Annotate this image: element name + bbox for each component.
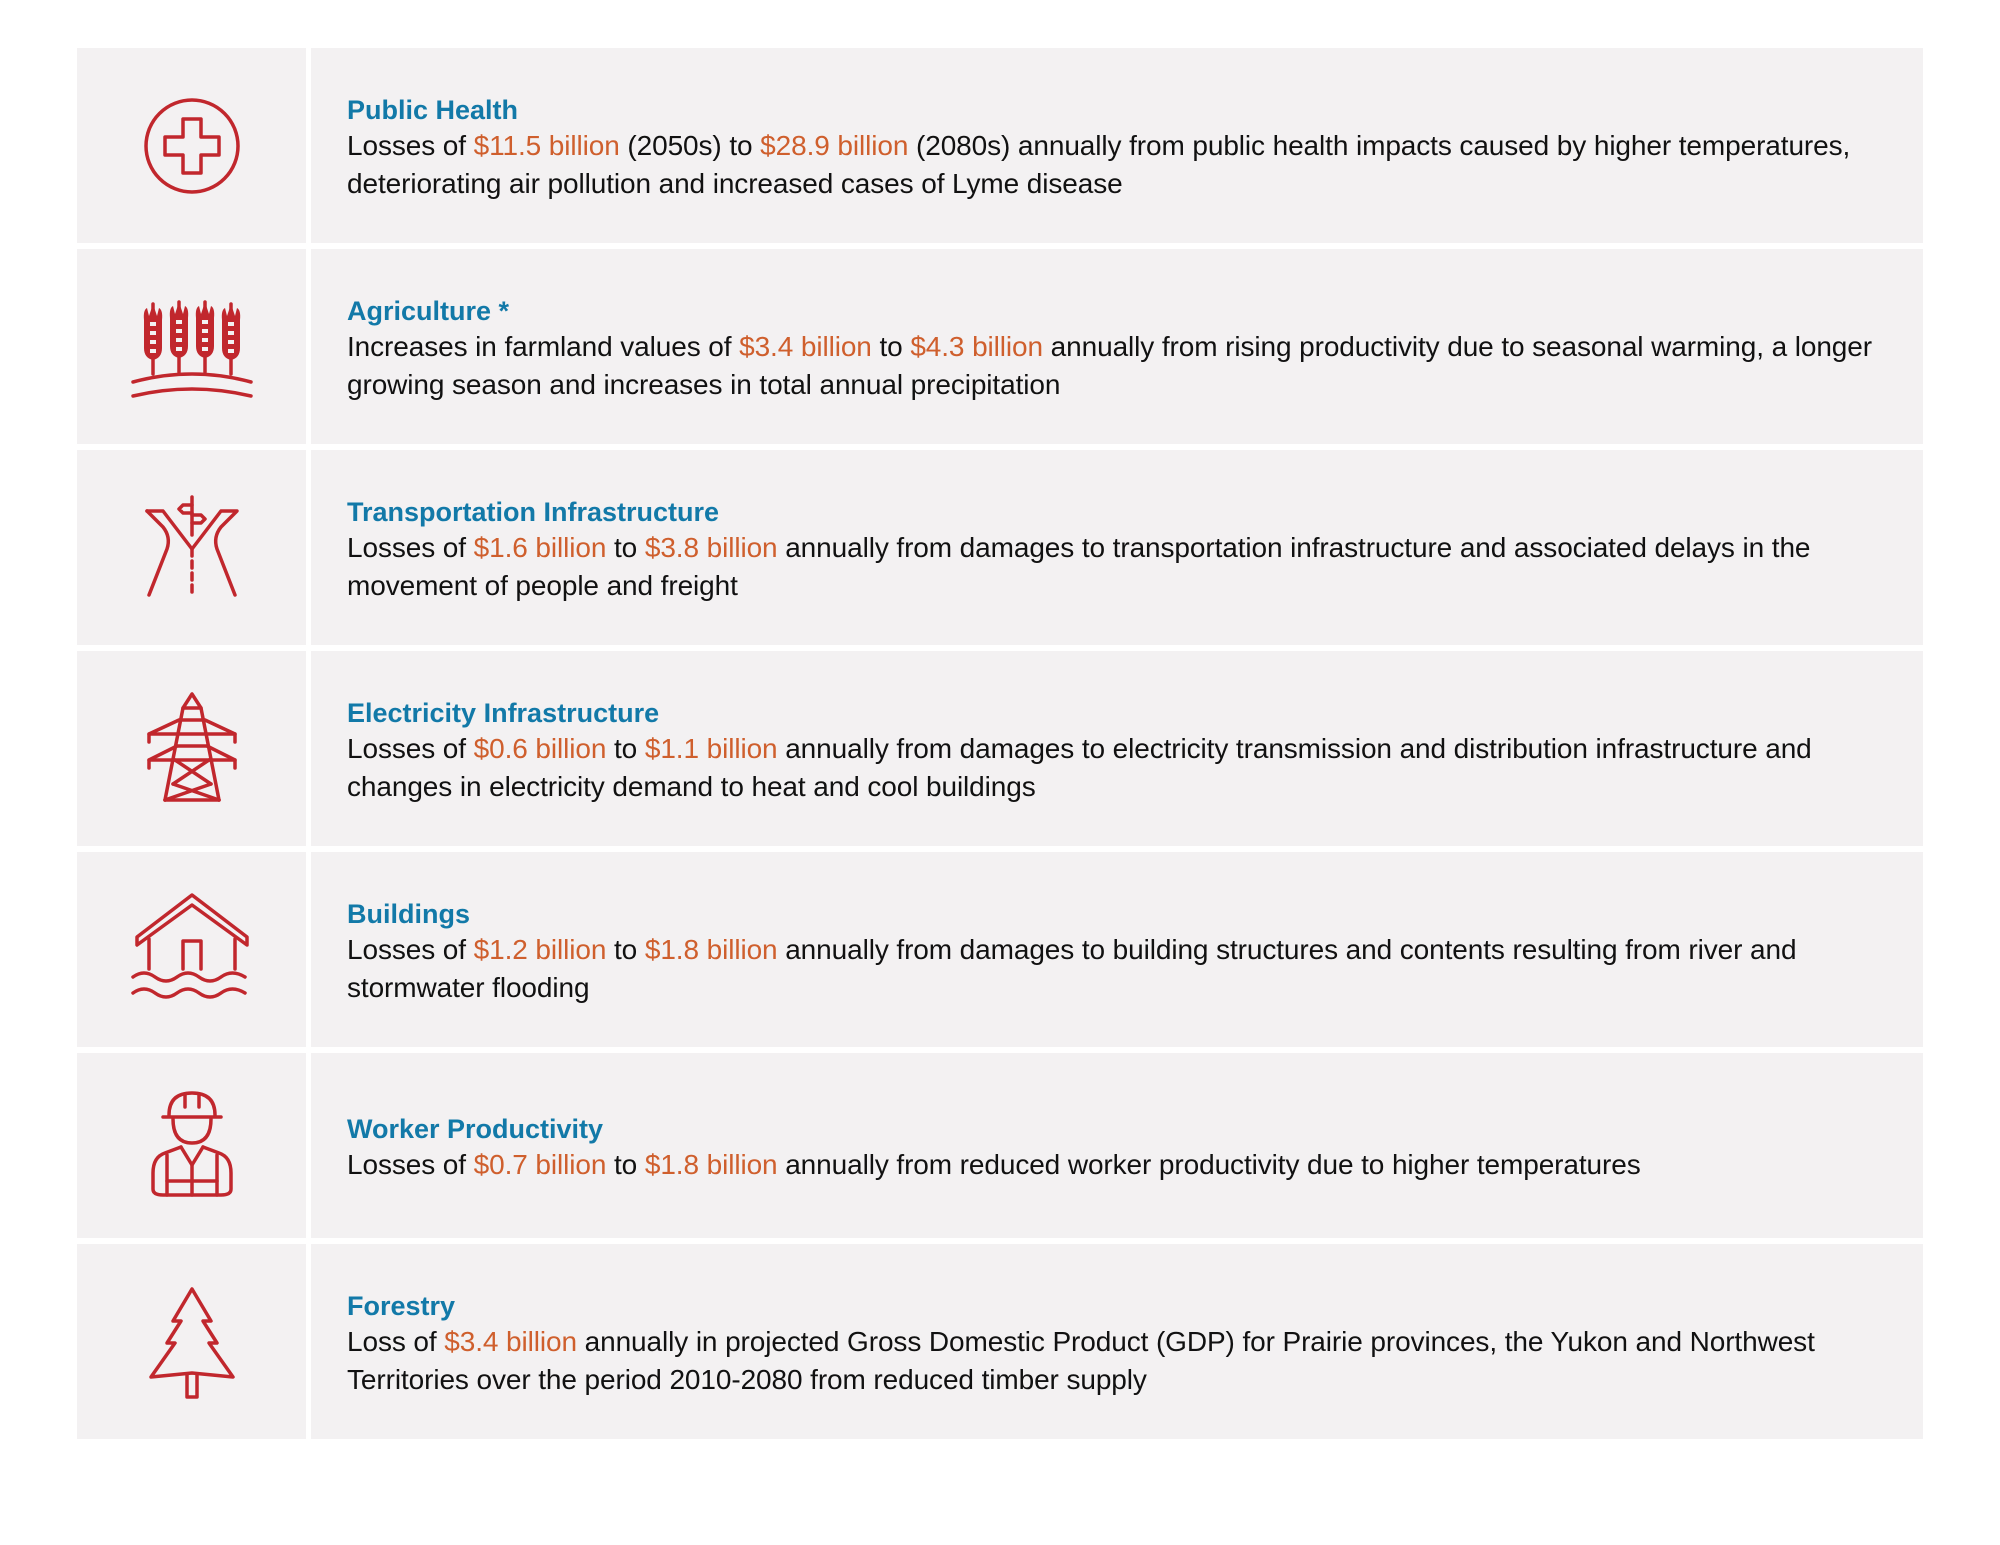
row-title: Worker Productivity	[347, 1113, 604, 1144]
text-run: Losses of	[347, 531, 474, 563]
construction-worker-icon	[127, 1081, 257, 1211]
row-description	[347, 529, 1893, 605]
highlight-value: $1.6 billion	[473, 531, 607, 563]
row-title: Public Health	[347, 94, 519, 125]
highlight-value: $1.1 billion	[644, 732, 778, 764]
text-run: (2050s) to	[619, 129, 761, 161]
icon-cell	[77, 1053, 306, 1238]
text-cell	[311, 450, 1923, 645]
highlight-value: $0.7 billion	[473, 1148, 607, 1180]
row-description	[347, 931, 1893, 1007]
highlight-value: $4.3 billion	[910, 330, 1043, 362]
table-row-buildings	[77, 852, 1923, 1047]
text-cell	[311, 651, 1923, 846]
text-run: Losses of	[347, 933, 474, 965]
text-run: annually in projected Gross Domestic Product (GDP) for Prairie provinces, the Yukon and Northwest Territories over the period 2010-2080 from reduced timber supply	[347, 1325, 1815, 1395]
text-run: annually from rising productivity due to seasonal warming, a longer growing season and increases in total annual precipitation	[347, 330, 1872, 400]
icon-cell	[77, 852, 306, 1047]
pine-tree-icon	[127, 1277, 257, 1407]
text-run: Losses of	[347, 129, 474, 161]
flooded-house-icon	[127, 885, 257, 1015]
icon-cell	[77, 48, 306, 243]
medical-cross-icon	[127, 81, 257, 211]
text-cell	[311, 852, 1923, 1047]
transmission-tower-icon	[127, 684, 257, 814]
text-run: Loss of	[347, 1325, 445, 1357]
icon-cell	[77, 450, 306, 645]
highlight-value: $11.5 billion	[473, 129, 620, 161]
text-run: Losses of	[347, 732, 474, 764]
wheat-field-icon	[127, 282, 257, 412]
road-signpost-icon	[127, 483, 257, 613]
text-cell	[311, 249, 1923, 444]
text-run: to	[606, 531, 645, 563]
table-row-worker-productivity	[77, 1053, 1923, 1238]
row-title: Electricity Infrastructure	[347, 697, 660, 728]
highlight-value: $1.8 billion	[644, 933, 778, 965]
icon-cell	[77, 249, 306, 444]
highlight-value: $28.9 billion	[760, 129, 909, 161]
text-run: to	[606, 933, 645, 965]
highlight-value: $3.8 billion	[644, 531, 778, 563]
row-title: Transportation Infrastructure	[347, 496, 720, 527]
highlight-value: $1.8 billion	[644, 1148, 778, 1180]
text-run: Increases in farmland values of	[347, 330, 740, 362]
row-title: Buildings	[347, 898, 470, 929]
row-description	[347, 1146, 1893, 1184]
text-run: annually from damages to building structures and contents resulting from river and stormwater flooding	[347, 933, 1797, 1003]
text-run: annually from damages to electricity transmission and distribution infrastructure and changes in electricity demand to heat and cool buildings	[347, 732, 1812, 802]
text-run: annually from reduced worker productivity due to higher temperatures	[777, 1148, 1641, 1180]
text-run: annually from damages to transportation infrastructure and associated delays in the movement of people and freight	[347, 531, 1811, 601]
text-run: (2080s) annually from public health impacts caused by higher temperatures, deteriorating air pollution and increased cases of Lyme disease	[347, 129, 1851, 199]
icon-cell	[77, 1244, 306, 1439]
text-run: Losses of	[347, 1148, 474, 1180]
row-description	[347, 730, 1893, 806]
text-cell	[311, 48, 1923, 243]
highlight-value: $3.4 billion	[444, 1325, 577, 1357]
highlight-value: $3.4 billion	[739, 330, 872, 362]
table-row-public-health	[77, 48, 1923, 243]
row-description	[347, 1323, 1893, 1399]
text-run: to	[606, 1148, 645, 1180]
row-title: Forestry	[347, 1290, 456, 1321]
table-row-transportation	[77, 450, 1923, 645]
impacts-table	[77, 48, 1923, 1439]
table-row-forestry	[77, 1244, 1923, 1439]
row-title: Agriculture *	[347, 295, 510, 326]
table-row-agriculture	[77, 249, 1923, 444]
row-description	[347, 328, 1893, 404]
text-cell	[311, 1244, 1923, 1439]
text-run: to	[871, 330, 911, 362]
highlight-value: $0.6 billion	[473, 732, 607, 764]
table-row-electricity	[77, 651, 1923, 846]
highlight-value: $1.2 billion	[473, 933, 607, 965]
icon-cell	[77, 651, 306, 846]
text-run: to	[606, 732, 645, 764]
row-description	[347, 127, 1893, 203]
text-cell	[311, 1053, 1923, 1238]
